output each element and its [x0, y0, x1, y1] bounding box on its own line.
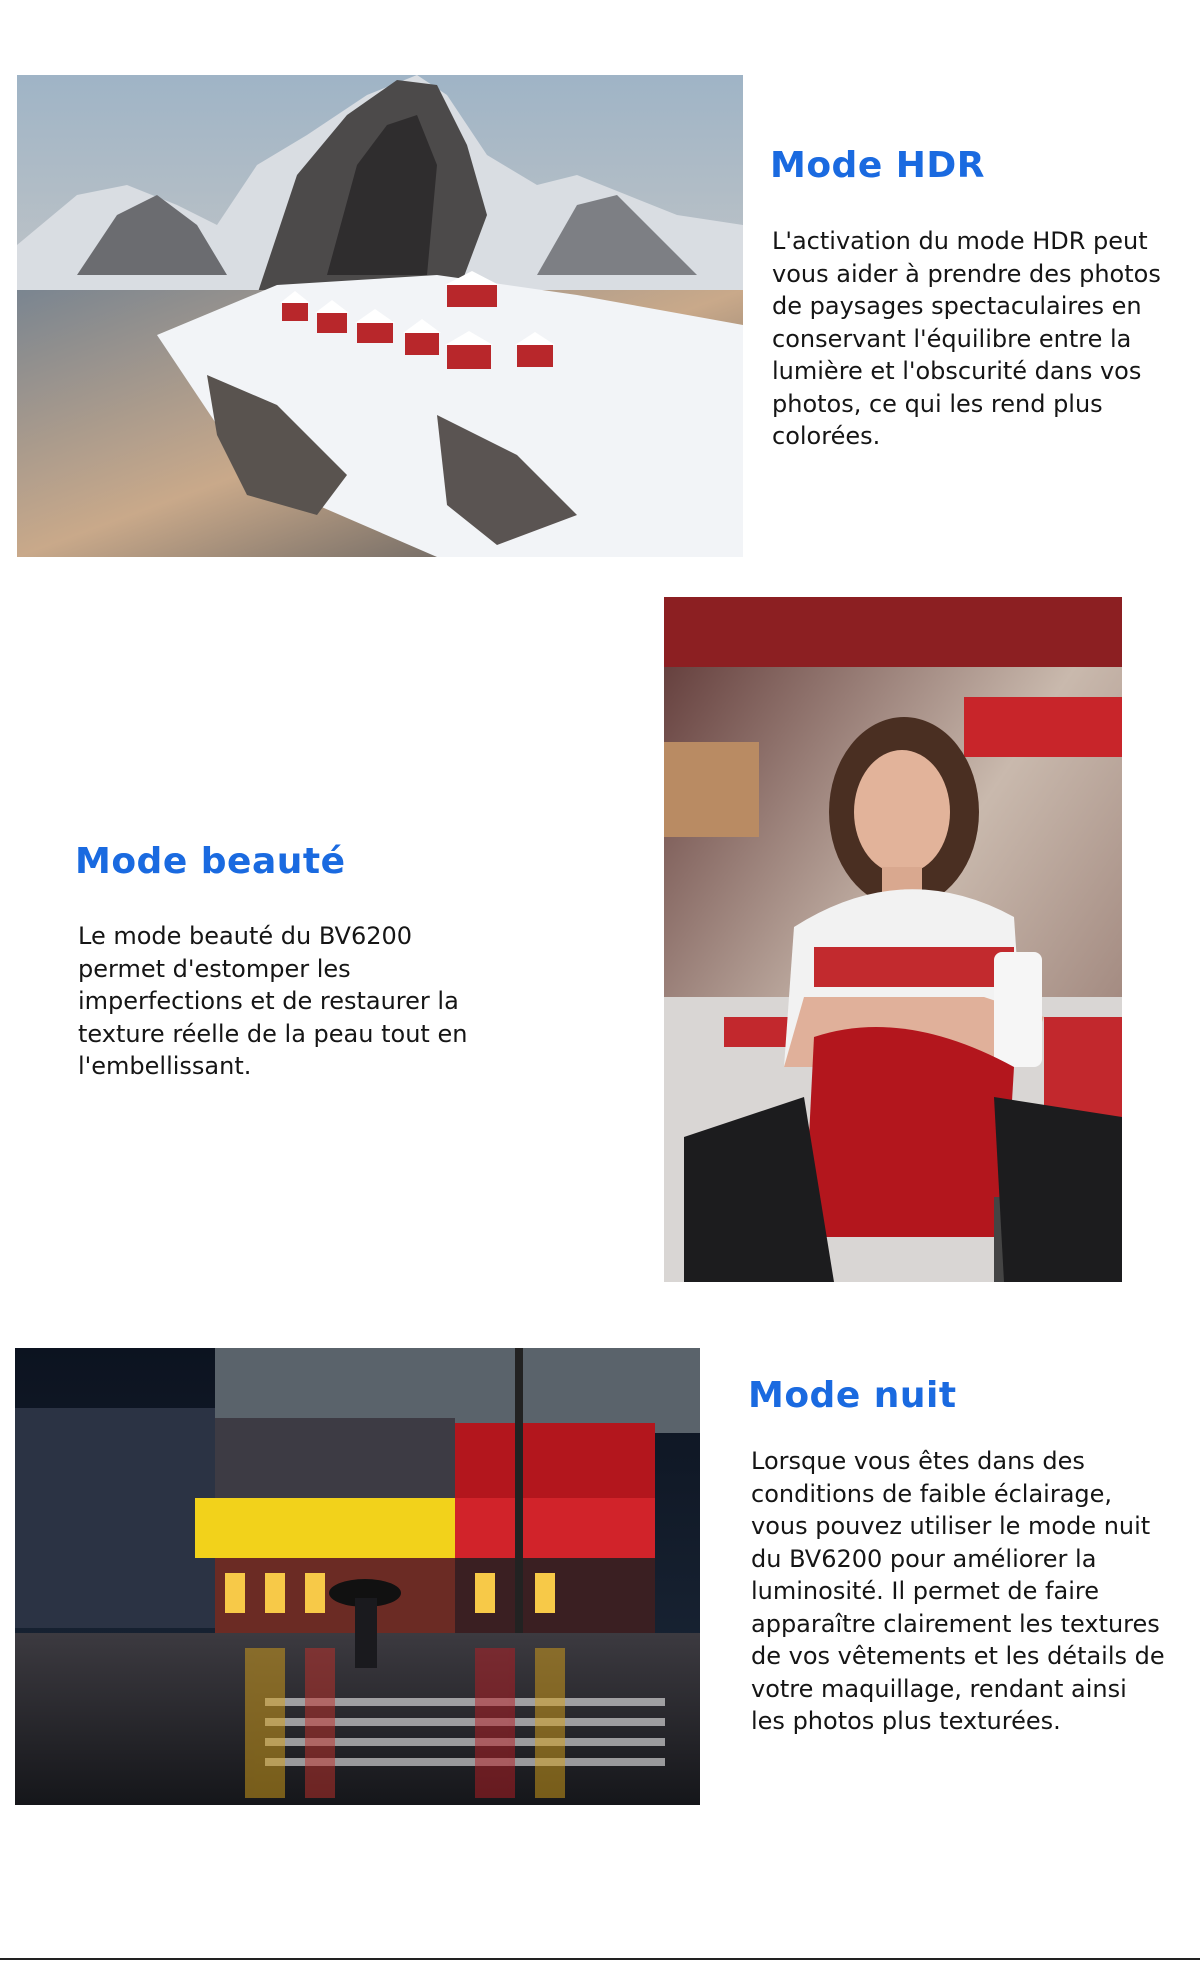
night-street-photo — [15, 1348, 700, 1805]
beauty-portrait-photo — [664, 597, 1122, 1282]
hdr-title: Mode HDR — [770, 145, 986, 186]
night-description: Lorsque vous êtes dans des conditions de faible éclairage, vous pouvez utiliser le mode nuit du BV6200 pour améliorer la luminosité. Il permet de faire apparaître clairement les textures de vos vêtements et les détails de votre maquillage, rendant ainsi les photos plus texturées. — [751, 1447, 1165, 1735]
hdr-landscape-photo — [17, 75, 743, 557]
night-title: Mode nuit — [748, 1375, 957, 1416]
bottom-divider — [0, 1958, 1200, 1960]
hdr-description: L'activation du mode HDR peut vous aider à prendre des photos de paysages spectaculaires en conservant l'équilibre entre la lumière et l'obscurité dans vos photos, ce qui les rend plus colorées. — [772, 227, 1161, 450]
beauty-title: Mode beauté — [75, 841, 346, 882]
beauty-description: Le mode beauté du BV6200 permet d'estomper les imperfections et de restaurer la texture réelle de la peau tout en l'embellissant. — [78, 922, 468, 1080]
